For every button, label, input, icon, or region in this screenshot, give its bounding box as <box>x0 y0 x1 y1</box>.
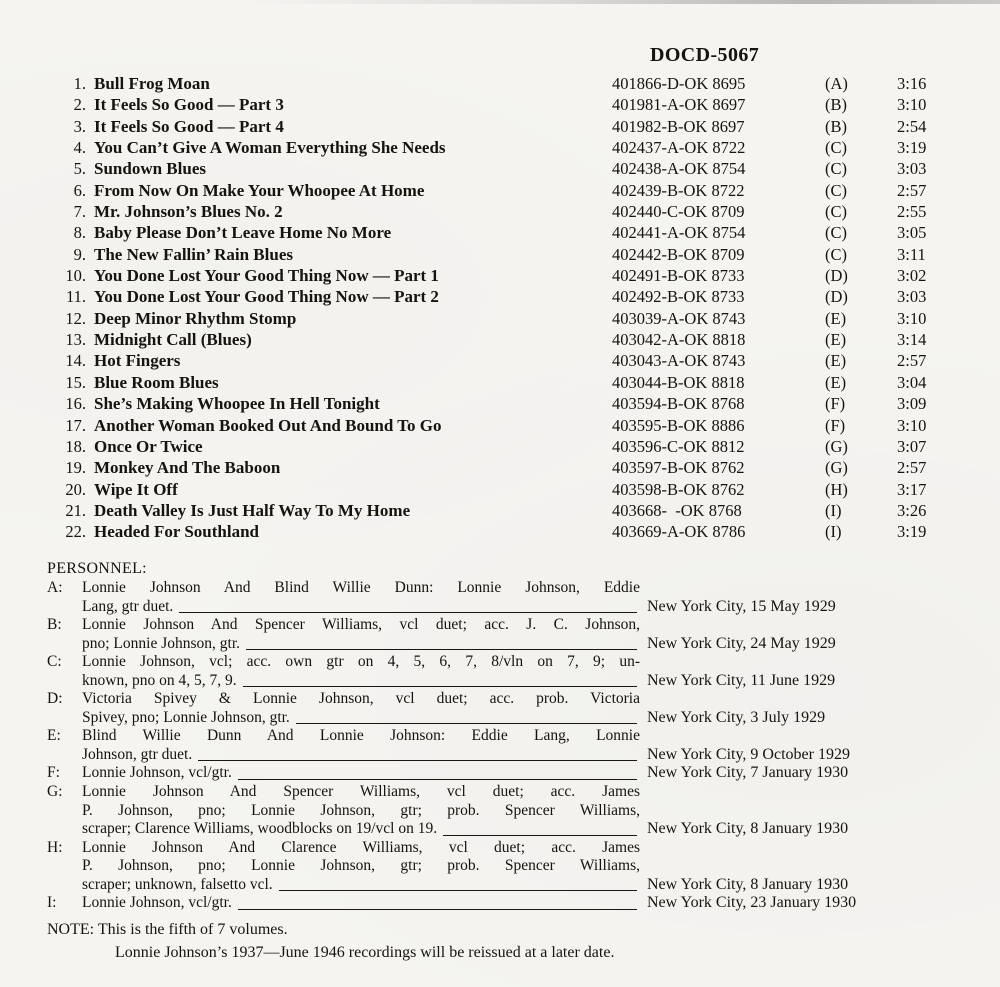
personnel-session-letter: D: <box>47 690 63 708</box>
track-number: 19. <box>65 458 86 478</box>
track-title: Monkey And The Baboon <box>94 458 281 478</box>
note-text: This is the fifth of 7 volumes. <box>97 921 288 938</box>
track-row <box>0 137 1000 158</box>
track-number: 11. <box>65 287 86 307</box>
personnel-line <box>82 727 640 746</box>
personnel-line-text: known, pno on 4, 5, 7, 9. <box>82 671 237 689</box>
track-number: 12. <box>65 308 86 328</box>
track-row <box>0 521 1000 542</box>
track-title: Another Woman Booked Out And Bound To Go <box>94 415 442 435</box>
personnel-line <box>82 894 640 913</box>
track-session-letter: (C) <box>825 223 847 243</box>
personnel-line <box>82 857 640 876</box>
personnel-line <box>82 876 640 895</box>
personnel-line-text: scraper; Clarence Williams, woodblocks on 19/vcl on 19. <box>82 820 438 838</box>
track-duration: 3:10 <box>897 415 927 435</box>
personnel-entry <box>47 783 970 839</box>
track-matrix-number: 401866-D-OK 8695 <box>612 74 746 93</box>
personnel-line-text: Lonnie Johnson, vcl/gtr. <box>82 764 232 782</box>
personnel-session-letter: F: <box>47 764 60 782</box>
track-number: 1. <box>73 74 86 93</box>
personnel-underline-rule <box>179 612 637 613</box>
personnel-session-date: New York City, 8 January 1930 <box>647 820 849 838</box>
track-row <box>0 94 1000 115</box>
track-duration: 3:19 <box>897 138 927 158</box>
personnel-entry <box>47 727 970 764</box>
track-title: Deep Minor Rhythm Stomp <box>94 308 297 328</box>
personnel-line <box>82 764 640 783</box>
personnel-line-text: scraper; unknown, falsetto vcl. <box>82 875 273 893</box>
track-matrix-number: 402491-B-OK 8733 <box>612 266 745 286</box>
track-title: Death Valley Is Just Half Way To My Home <box>94 500 411 520</box>
personnel-entry <box>47 690 970 727</box>
personnel-session-date: New York City, 8 January 1930 <box>647 875 849 893</box>
track-title: Baby Please Don’t Leave Home No More <box>94 223 392 243</box>
track-row <box>0 222 1000 243</box>
personnel-line <box>82 672 640 691</box>
track-number: 13. <box>65 330 86 350</box>
track-row <box>0 180 1000 201</box>
personnel-entry <box>47 764 970 783</box>
track-duration: 3:10 <box>897 95 927 115</box>
track-number: 17. <box>65 415 86 435</box>
note-label: NOTE: <box>47 921 95 938</box>
track-row <box>0 73 1000 94</box>
track-row <box>0 158 1000 179</box>
personnel-session-letter: G: <box>47 783 63 801</box>
track-number: 18. <box>65 436 86 456</box>
track-duration: 3:17 <box>897 479 927 499</box>
track-duration: 3:02 <box>897 266 927 286</box>
track-duration: 3:09 <box>897 394 927 414</box>
personnel-underline-rule <box>279 890 637 891</box>
note-section <box>47 919 614 964</box>
personnel-text <box>82 764 640 783</box>
track-duration: 3:16 <box>897 74 927 93</box>
track-session-letter: (G) <box>825 436 848 456</box>
track-title: She’s Making Whoopee In Hell Tonight <box>94 394 380 414</box>
track-duration: 2:57 <box>897 351 927 371</box>
track-matrix-number: 403044-B-OK 8818 <box>612 372 745 392</box>
track-row <box>0 265 1000 286</box>
personnel-line <box>82 598 640 617</box>
track-row <box>0 308 1000 329</box>
track-list <box>0 73 1000 543</box>
track-matrix-number: 403042-A-OK 8818 <box>612 330 746 350</box>
track-session-letter: (F) <box>825 394 846 414</box>
personnel-line-text: Lang, gtr duet. <box>82 597 174 615</box>
track-row <box>0 457 1000 478</box>
personnel-line-text: Blind Willie Dunn And Lonnie Johnson: Eddie Lang, Lonnie <box>82 727 640 745</box>
track-number: 15. <box>65 372 86 392</box>
track-session-letter: (D) <box>825 266 848 286</box>
track-number: 2. <box>73 95 86 115</box>
track-session-letter: (A) <box>825 74 848 93</box>
personnel-session-letter: C: <box>47 653 62 671</box>
personnel-underline-rule <box>238 909 637 910</box>
personnel-line <box>82 616 640 635</box>
track-number: 8. <box>73 223 86 243</box>
personnel-line-text: pno; Lonnie Johnson, gtr. <box>82 634 241 652</box>
track-session-letter: (D) <box>825 287 848 307</box>
personnel-underline-rule <box>238 779 637 780</box>
track-title: You Can’t Give A Woman Everything She Needs <box>94 138 446 158</box>
personnel-line <box>82 746 640 765</box>
track-title: Midnight Call (Blues) <box>94 330 252 350</box>
personnel-underline-rule <box>443 835 637 836</box>
track-title: It Feels So Good — Part 3 <box>94 95 284 115</box>
track-number: 6. <box>73 180 86 200</box>
personnel-line-text: Lonnie Johnson And Spencer Williams, vcl duet; acc. James <box>82 783 640 801</box>
track-number: 9. <box>73 244 86 264</box>
track-duration: 3:05 <box>897 223 927 243</box>
personnel-session-letter: A: <box>47 579 63 596</box>
track-session-letter: (C) <box>825 159 847 179</box>
personnel-line <box>82 839 640 858</box>
track-session-letter: (E) <box>825 330 847 350</box>
personnel-line <box>82 783 640 802</box>
personnel-text <box>82 653 640 690</box>
track-matrix-number: 401981-A-OK 8697 <box>612 95 746 115</box>
track-session-letter: (C) <box>825 202 847 222</box>
track-matrix-number: 403594-B-OK 8768 <box>612 394 745 414</box>
personnel-text <box>82 839 640 895</box>
track-row <box>0 415 1000 436</box>
personnel-line-text: Lonnie Johnson, vcl; acc. own gtr on 4, 5, 6, 7, 8/vln on 7, 9; un- <box>82 653 640 671</box>
track-title: Once Or Twice <box>94 436 203 456</box>
track-title: Hot Fingers <box>94 351 181 371</box>
track-number: 5. <box>73 159 86 179</box>
track-matrix-number: 403598-B-OK 8762 <box>612 479 745 499</box>
track-matrix-number: 401982-B-OK 8697 <box>612 116 745 136</box>
track-row <box>0 393 1000 414</box>
catalog-number: DOCD-5067 <box>650 44 760 66</box>
track-number: 3. <box>73 116 86 136</box>
track-title: Headed For Southland <box>94 522 260 542</box>
track-duration: 3:10 <box>897 308 927 328</box>
track-title: From Now On Make Your Whoopee At Home <box>94 180 425 200</box>
track-title: Bull Frog Moan <box>94 74 210 93</box>
track-duration: 3:11 <box>897 244 926 264</box>
personnel-text <box>82 727 640 764</box>
personnel-line <box>82 653 640 672</box>
track-session-letter: (E) <box>825 351 847 371</box>
track-number: 14. <box>65 351 86 371</box>
track-title: The New Fallin’ Rain Blues <box>94 244 293 264</box>
track-session-letter: (E) <box>825 372 847 392</box>
track-row <box>0 329 1000 350</box>
personnel-underline-rule <box>246 649 637 650</box>
track-duration: 3:03 <box>897 287 927 307</box>
track-duration: 2:54 <box>897 116 927 136</box>
track-matrix-number: 402492-B-OK 8733 <box>612 287 745 307</box>
personnel-session-date: New York City, 11 June 1929 <box>647 671 836 689</box>
track-matrix-number: 402439-B-OK 8722 <box>612 180 745 200</box>
personnel-text <box>82 783 640 839</box>
track-session-letter: (C) <box>825 180 847 200</box>
track-matrix-number: 402437-A-OK 8722 <box>612 138 746 158</box>
track-number: 4. <box>73 138 86 158</box>
personnel-line-text: P. Johnson, pno; Lonnie Johnson, gtr; prob. Spencer Williams, <box>82 801 640 819</box>
track-row <box>0 350 1000 371</box>
track-row <box>0 436 1000 457</box>
personnel-entry <box>47 894 970 913</box>
note-line <box>47 919 614 942</box>
personnel-session-date: New York City, 7 January 1930 <box>647 764 849 782</box>
track-row <box>0 500 1000 521</box>
personnel-entry <box>47 579 970 616</box>
track-matrix-number: 403597-B-OK 8762 <box>612 458 745 478</box>
track-matrix-number: 403596-C-OK 8812 <box>612 436 745 456</box>
personnel-line <box>82 579 640 598</box>
track-row <box>0 244 1000 265</box>
personnel-line <box>82 802 640 821</box>
personnel-entry <box>47 616 970 653</box>
track-title: Blue Room Blues <box>94 372 219 392</box>
personnel-line <box>82 690 640 709</box>
track-session-letter: (G) <box>825 458 848 478</box>
personnel-line-text: Victoria Spivey & Lonnie Johnson, vcl duet; acc. prob. Victoria <box>82 690 640 708</box>
track-matrix-number: 403043-A-OK 8743 <box>612 351 746 371</box>
track-session-letter: (C) <box>825 244 847 264</box>
track-duration: 2:57 <box>897 458 927 478</box>
track-duration: 3:04 <box>897 372 927 392</box>
track-duration: 3:03 <box>897 159 927 179</box>
track-row <box>0 372 1000 393</box>
personnel-line-text: Lonnie Johnson And Clarence Williams, vcl duet; acc. James <box>82 838 640 856</box>
track-session-letter: (I) <box>825 522 842 542</box>
note-continuation: Lonnie Johnson’s 1937—June 1946 recordings will be reissued at a later date. <box>115 943 615 961</box>
track-session-letter: (I) <box>825 500 842 520</box>
personnel-line-text: Lonnie Johnson, vcl/gtr. <box>82 894 232 912</box>
personnel-text <box>82 616 640 653</box>
track-matrix-number: 402442-B-OK 8709 <box>612 244 745 264</box>
scan-artifact-top-edge <box>240 0 1000 4</box>
track-matrix-number: 403669-A-OK 8786 <box>612 522 746 542</box>
track-matrix-number: 402438-A-OK 8754 <box>612 159 746 179</box>
track-session-letter: (B) <box>825 116 847 136</box>
personnel-line-text: Lonnie Johnson And Blind Willie Dunn: Lonnie Johnson, Eddie <box>82 579 640 596</box>
personnel-underline-rule <box>198 760 637 761</box>
personnel-text <box>82 579 640 616</box>
track-number: 22. <box>65 522 86 542</box>
track-session-letter: (B) <box>825 95 847 115</box>
personnel-line-text: Lonnie Johnson And Spencer Williams, vcl duet; acc. J. C. Johnson, <box>82 616 640 634</box>
track-session-letter: (E) <box>825 308 847 328</box>
personnel-session-date: New York City, 3 July 1929 <box>647 708 826 726</box>
personnel-session-letter: B: <box>47 616 62 634</box>
track-title: Sundown Blues <box>94 159 206 179</box>
track-duration: 3:07 <box>897 436 927 456</box>
personnel-line <box>82 709 640 728</box>
personnel-session-letter: H: <box>47 838 63 856</box>
track-row <box>0 479 1000 500</box>
track-row <box>0 116 1000 137</box>
personnel-session-date: New York City, 15 May 1929 <box>647 597 836 615</box>
track-duration: 3:19 <box>897 522 927 542</box>
personnel-entry <box>47 653 970 690</box>
track-title: You Done Lost Your Good Thing Now — Part 2 <box>94 287 439 307</box>
track-number: 21. <box>65 500 86 520</box>
personnel-session-date: New York City, 9 October 1929 <box>647 745 850 763</box>
personnel-line-text: Johnson, gtr duet. <box>82 745 193 763</box>
track-number: 10. <box>65 266 86 286</box>
track-matrix-number: 403039-A-OK 8743 <box>612 308 746 328</box>
track-number: 20. <box>65 479 86 499</box>
personnel-section <box>47 558 970 913</box>
track-number: 7. <box>73 202 86 222</box>
track-number: 16. <box>65 394 86 414</box>
track-matrix-number: 402441-A-OK 8754 <box>612 223 746 243</box>
personnel-underline-rule <box>243 686 637 687</box>
personnel-line-text: Spivey, pno; Lonnie Johnson, gtr. <box>82 708 290 726</box>
personnel-session-letter: I: <box>47 894 57 912</box>
track-duration: 2:55 <box>897 202 927 222</box>
track-title: You Done Lost Your Good Thing Now — Part 1 <box>94 266 439 286</box>
personnel-text <box>82 690 640 727</box>
personnel-entry <box>47 839 970 895</box>
personnel-entries <box>47 579 970 913</box>
personnel-session-date: New York City, 23 January 1930 <box>647 894 857 912</box>
track-title: Wipe It Off <box>94 479 178 499</box>
personnel-line <box>82 635 640 654</box>
track-duration: 3:14 <box>897 330 927 350</box>
personnel-session-date: New York City, 24 May 1929 <box>647 634 836 652</box>
personnel-text <box>82 894 640 913</box>
track-session-letter: (F) <box>825 415 846 435</box>
personnel-line <box>82 820 640 839</box>
track-row <box>0 286 1000 307</box>
personnel-line-text: P. Johnson, pno; Lonnie Johnson, gtr; prob. Spencer Williams, <box>82 857 640 875</box>
track-duration: 2:57 <box>897 180 927 200</box>
track-session-letter: (C) <box>825 138 847 158</box>
track-duration: 3:26 <box>897 500 927 520</box>
track-row <box>0 201 1000 222</box>
track-title: It Feels So Good — Part 4 <box>94 116 284 136</box>
personnel-session-letter: E: <box>47 727 61 745</box>
personnel-underline-rule <box>296 723 637 724</box>
track-session-letter: (H) <box>825 479 848 499</box>
track-matrix-number: 403595-B-OK 8886 <box>612 415 745 435</box>
track-matrix-number: 402440-C-OK 8709 <box>612 202 745 222</box>
track-title: Mr. Johnson’s Blues No. 2 <box>94 202 283 222</box>
personnel-heading: PERSONNEL: <box>47 560 147 577</box>
track-matrix-number: 403668- -OK 8768 <box>612 500 742 520</box>
